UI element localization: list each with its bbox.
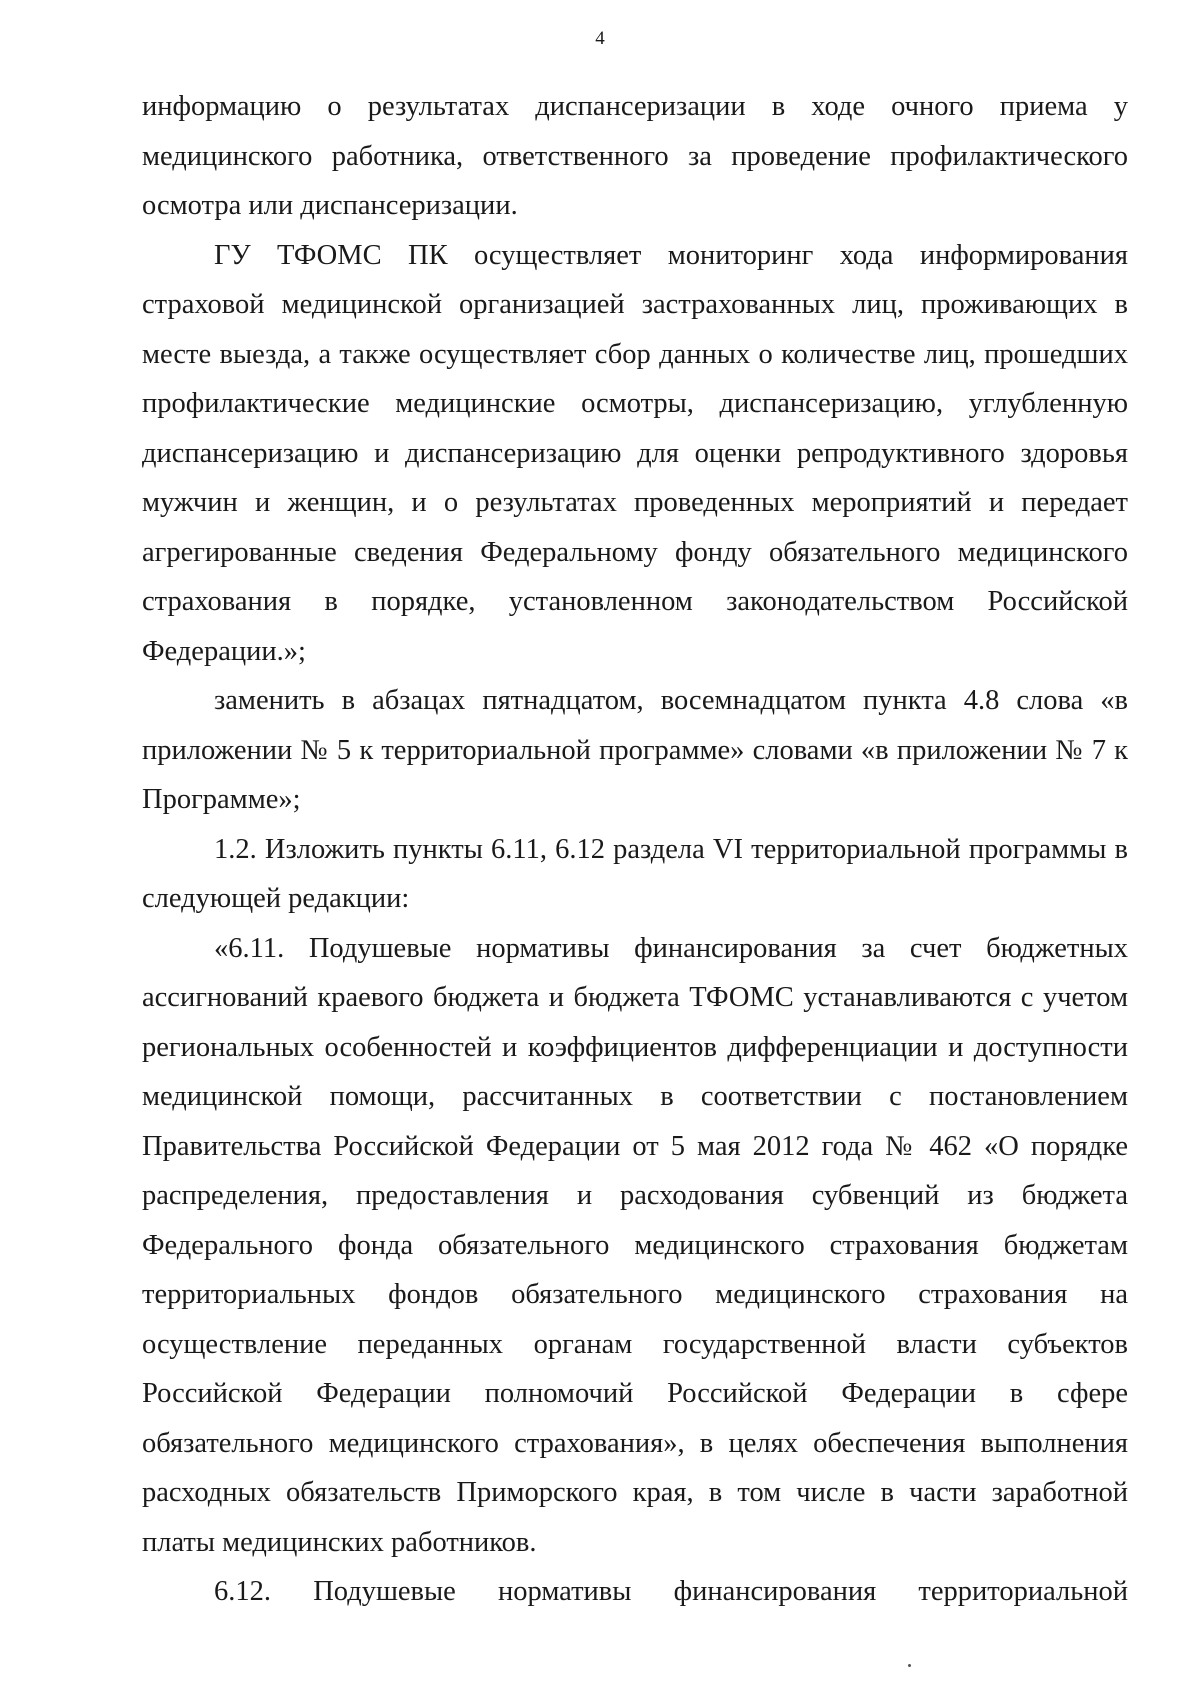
page-number: 4 xyxy=(595,28,605,49)
document-body xyxy=(142,82,1128,1617)
paragraph-item-6-12: 6.12. Подушевые нормативы финансирования территориальной xyxy=(214,1576,1128,1607)
paragraph-section-1-2: 1.2. Изложить пункты 6.11, 6.12 раздела VI территориальной программы в следующей редакции: xyxy=(142,833,1128,914)
paragraph-replace-words: заменить в абзацах пятнадцатом, восемнадцатом пункта 4.8 слова «в приложении № 5 к территориальной программе» словами «в приложении № 7 к Программе»; xyxy=(142,685,1128,815)
scan-speck xyxy=(908,1664,911,1667)
paragraph-monitoring: ГУ ТФОМС ПК осуществляет мониторинг хода информирования страховой медицинской организацией застрахованных лиц, проживающих в месте выезда, а также осуществляет сбор данных о количестве лиц, прошедших профилактические медицинские осмотры, диспансеризацию, углубленную диспансеризацию и диспансеризацию для оценки репродуктивного здоровья мужчин и женщин, и о результатах проведенных мероприятий и передает агрегированные сведения Федеральному фонду обязательного медицинского страхования в порядке, установленном законодательством Российской Федерации.»; xyxy=(142,239,1128,667)
paragraph-item-6-11: «6.11. Подушевые нормативы финансирования за счет бюджетных ассигнований краевого бюджета и бюджета ТФОМС устанавливаются с учетом региональных особенностей и коэффициентов дифференциации и доступности медицинской помощи, рассчитанных в соответствии с постановлением Правительства Российской Федерации от 5 мая 2012 года № 462 «О порядке распределения, предоставления и расходования субвенций из бюджета Федерального фонда обязательного медицинского страхования бюджетам территориальных фондов обязательного медицинского страхования на осуществление переданных органам государственной власти субъектов Российской Федерации полномочий Российской Федерации в сфере обязательного медицинского страхования», в целях обеспечения выполнения расходных обязательств Приморского края, в том числе в части заработной платы медицинских работников. xyxy=(142,932,1128,1558)
paragraph-continuation: информацию о результатах диспансеризации в ходе очного приема у медицинского работника, ответственного за проведение профилактического осмотра или диспансеризации. xyxy=(142,91,1128,221)
